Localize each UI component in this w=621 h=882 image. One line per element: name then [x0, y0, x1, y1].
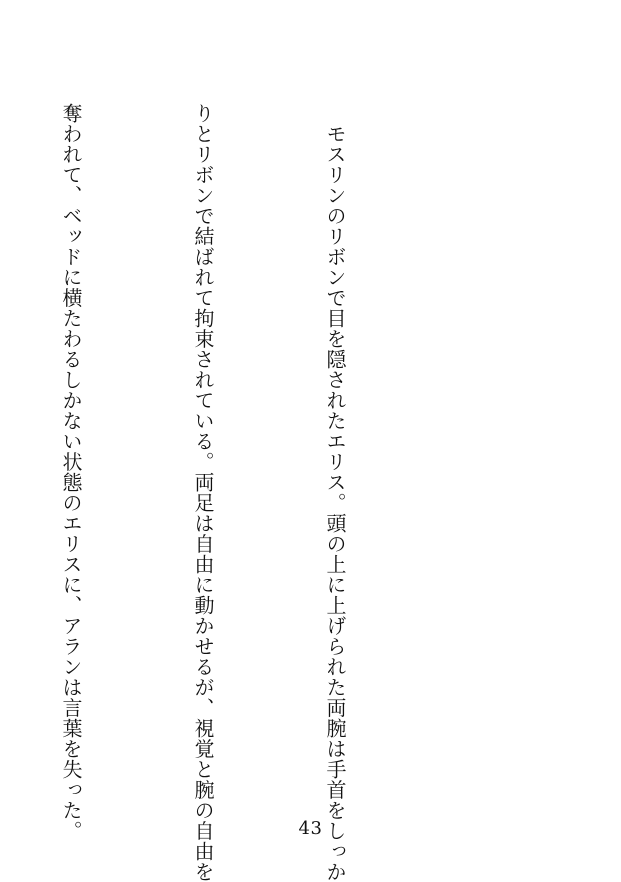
text-line: 奪われて、ベッドに横たわるしかない状態のエリスに、アランは言葉を失った。 [59, 103, 83, 841]
text-line: りとリボンで結ばれて拘束されている。両足は自由に動かせるが、視覚と腕の自由を [191, 103, 215, 882]
text-line: モスリンのリボンで目を隠されたエリス。頭の上に上げられた両腕は手首をしっか [323, 103, 347, 882]
page-number: 43 [298, 818, 323, 839]
